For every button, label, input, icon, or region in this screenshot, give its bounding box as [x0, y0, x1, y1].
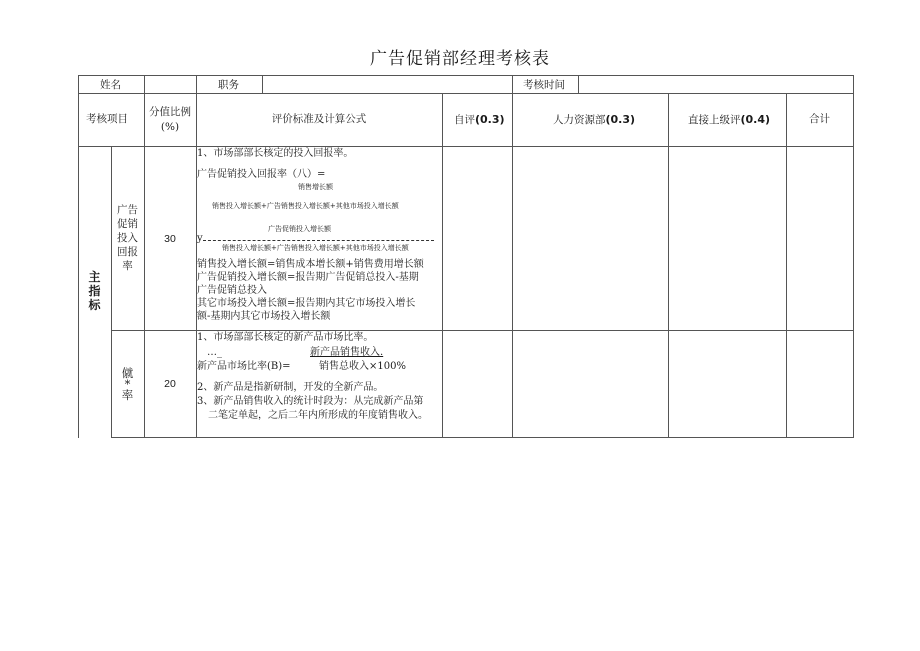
item-line: 僦 [121, 366, 134, 380]
row1-criteria-line5: 广告促销总投入 [197, 285, 267, 296]
col-divider-hr [668, 93, 669, 438]
item-line: * [124, 377, 131, 391]
row2-criteria-line3: 3、新产品销售收入的统计时段为：从完成新产品第 [197, 396, 424, 407]
item-line: 回报 [117, 246, 138, 258]
row2-formula-head: 新产品市场比率(B)= [197, 361, 291, 372]
row1-formula2-denominator: 销售投入增长额+广告销售投入增长额+其他市场投入增长额 [222, 244, 409, 252]
header-self-weight: (0.3) [475, 113, 505, 126]
col-divider-period [512, 75, 513, 94]
name-label: 姓名 [100, 79, 121, 91]
header-criteria: 评价标准及计算公式 [271, 113, 367, 125]
position-label: 职务 [218, 79, 239, 91]
header-hr [553, 113, 635, 127]
row1-weight: 30 [164, 233, 176, 245]
header-item: 考核项目 [86, 113, 128, 125]
header-weight-line2: (%) [160, 121, 180, 133]
header-supervisor [688, 113, 770, 127]
header-self [454, 113, 505, 127]
col-divider-criteria [442, 93, 443, 438]
header-hr-label: 人力资源部 [553, 114, 606, 126]
col-divider-self [512, 93, 513, 438]
header-weight-line1: 分值比例 [149, 106, 191, 118]
header-hr-weight: (0.3) [605, 113, 636, 126]
header-total: 合计 [809, 113, 830, 125]
header-supervisor-weight: (0.4) [740, 113, 771, 126]
item-line: 率 [122, 260, 133, 272]
row1-criteria-line3: 销售投入增长额=销售成本增长额+销售费用增长额 [197, 259, 424, 270]
col-divider-name [144, 75, 145, 94]
row2-formula-denominator: 销售总收入×100% [319, 361, 406, 372]
document-title: 广告促销部经理考核表 [370, 49, 550, 69]
category-main-indicator [78, 270, 111, 312]
category-char: 标 [88, 298, 101, 312]
row2-formula-numerator: 新产品销售收入. [310, 347, 384, 358]
item-line: 广告 [117, 204, 138, 216]
header-supervisor-label: 直接上级评 [688, 114, 741, 126]
item-line: 投入 [117, 232, 138, 244]
row1-criteria-line7: 额-基期内其它市场投入增长额 [197, 311, 331, 322]
row1-item-name [111, 203, 144, 273]
table-top-border [78, 75, 854, 76]
row2-criteria-line4: 二笔定单起，之后二年内所形成的年度销售收入。 [208, 410, 428, 421]
category-char: 主 [88, 270, 101, 284]
col-divider-position [262, 75, 263, 94]
header-self-label: 自评 [454, 114, 475, 126]
table-right-border [853, 75, 854, 438]
row1-formula-numerator: 销售增长额 [298, 183, 333, 191]
table-bottom-border [111, 437, 854, 438]
item-line: 促销 [117, 218, 138, 230]
col-divider-period-value [578, 75, 579, 94]
table-left-border [78, 75, 79, 438]
period-label: 考核时间 [523, 79, 565, 91]
row2-criteria-line2: 2、新产品是指新研制，开发的全新产品。 [197, 382, 384, 393]
row1-formula-denominator: 销售投入增长额+广告销售投入增长额+其他市场投入增长额 [212, 202, 399, 210]
row-divider-header [78, 146, 854, 147]
row-divider-item [111, 330, 854, 331]
col-divider-supervisor [786, 93, 787, 438]
row2-item-name [111, 368, 144, 401]
row1-criteria-line6: 其它市场投入增长额=报告期内其它市场投入增长 [197, 298, 416, 309]
row2-criteria-line1: 1、市场部部长核定的新产品市场比率。 [197, 332, 374, 343]
row-divider-info [78, 93, 854, 94]
row2-formula-dots: …_ [207, 347, 222, 358]
row1-formula2-numerator: 广告促销投入增长额 [268, 225, 331, 233]
category-char: 指 [88, 284, 101, 298]
row1-formula-head: 广告促销投入回报率（八）= [197, 169, 326, 180]
item-line: 率 [121, 388, 134, 402]
row1-criteria-line1: 1、市场部部长核定的投入回报率。 [197, 148, 354, 159]
row1-criteria-line4: 广告促销投入增长额=报告期广告促销总投入-基期 [197, 272, 419, 283]
row2-weight: 20 [164, 378, 176, 390]
row1-formula2-y: y [197, 233, 203, 244]
row1-fraction-bar [203, 240, 434, 241]
